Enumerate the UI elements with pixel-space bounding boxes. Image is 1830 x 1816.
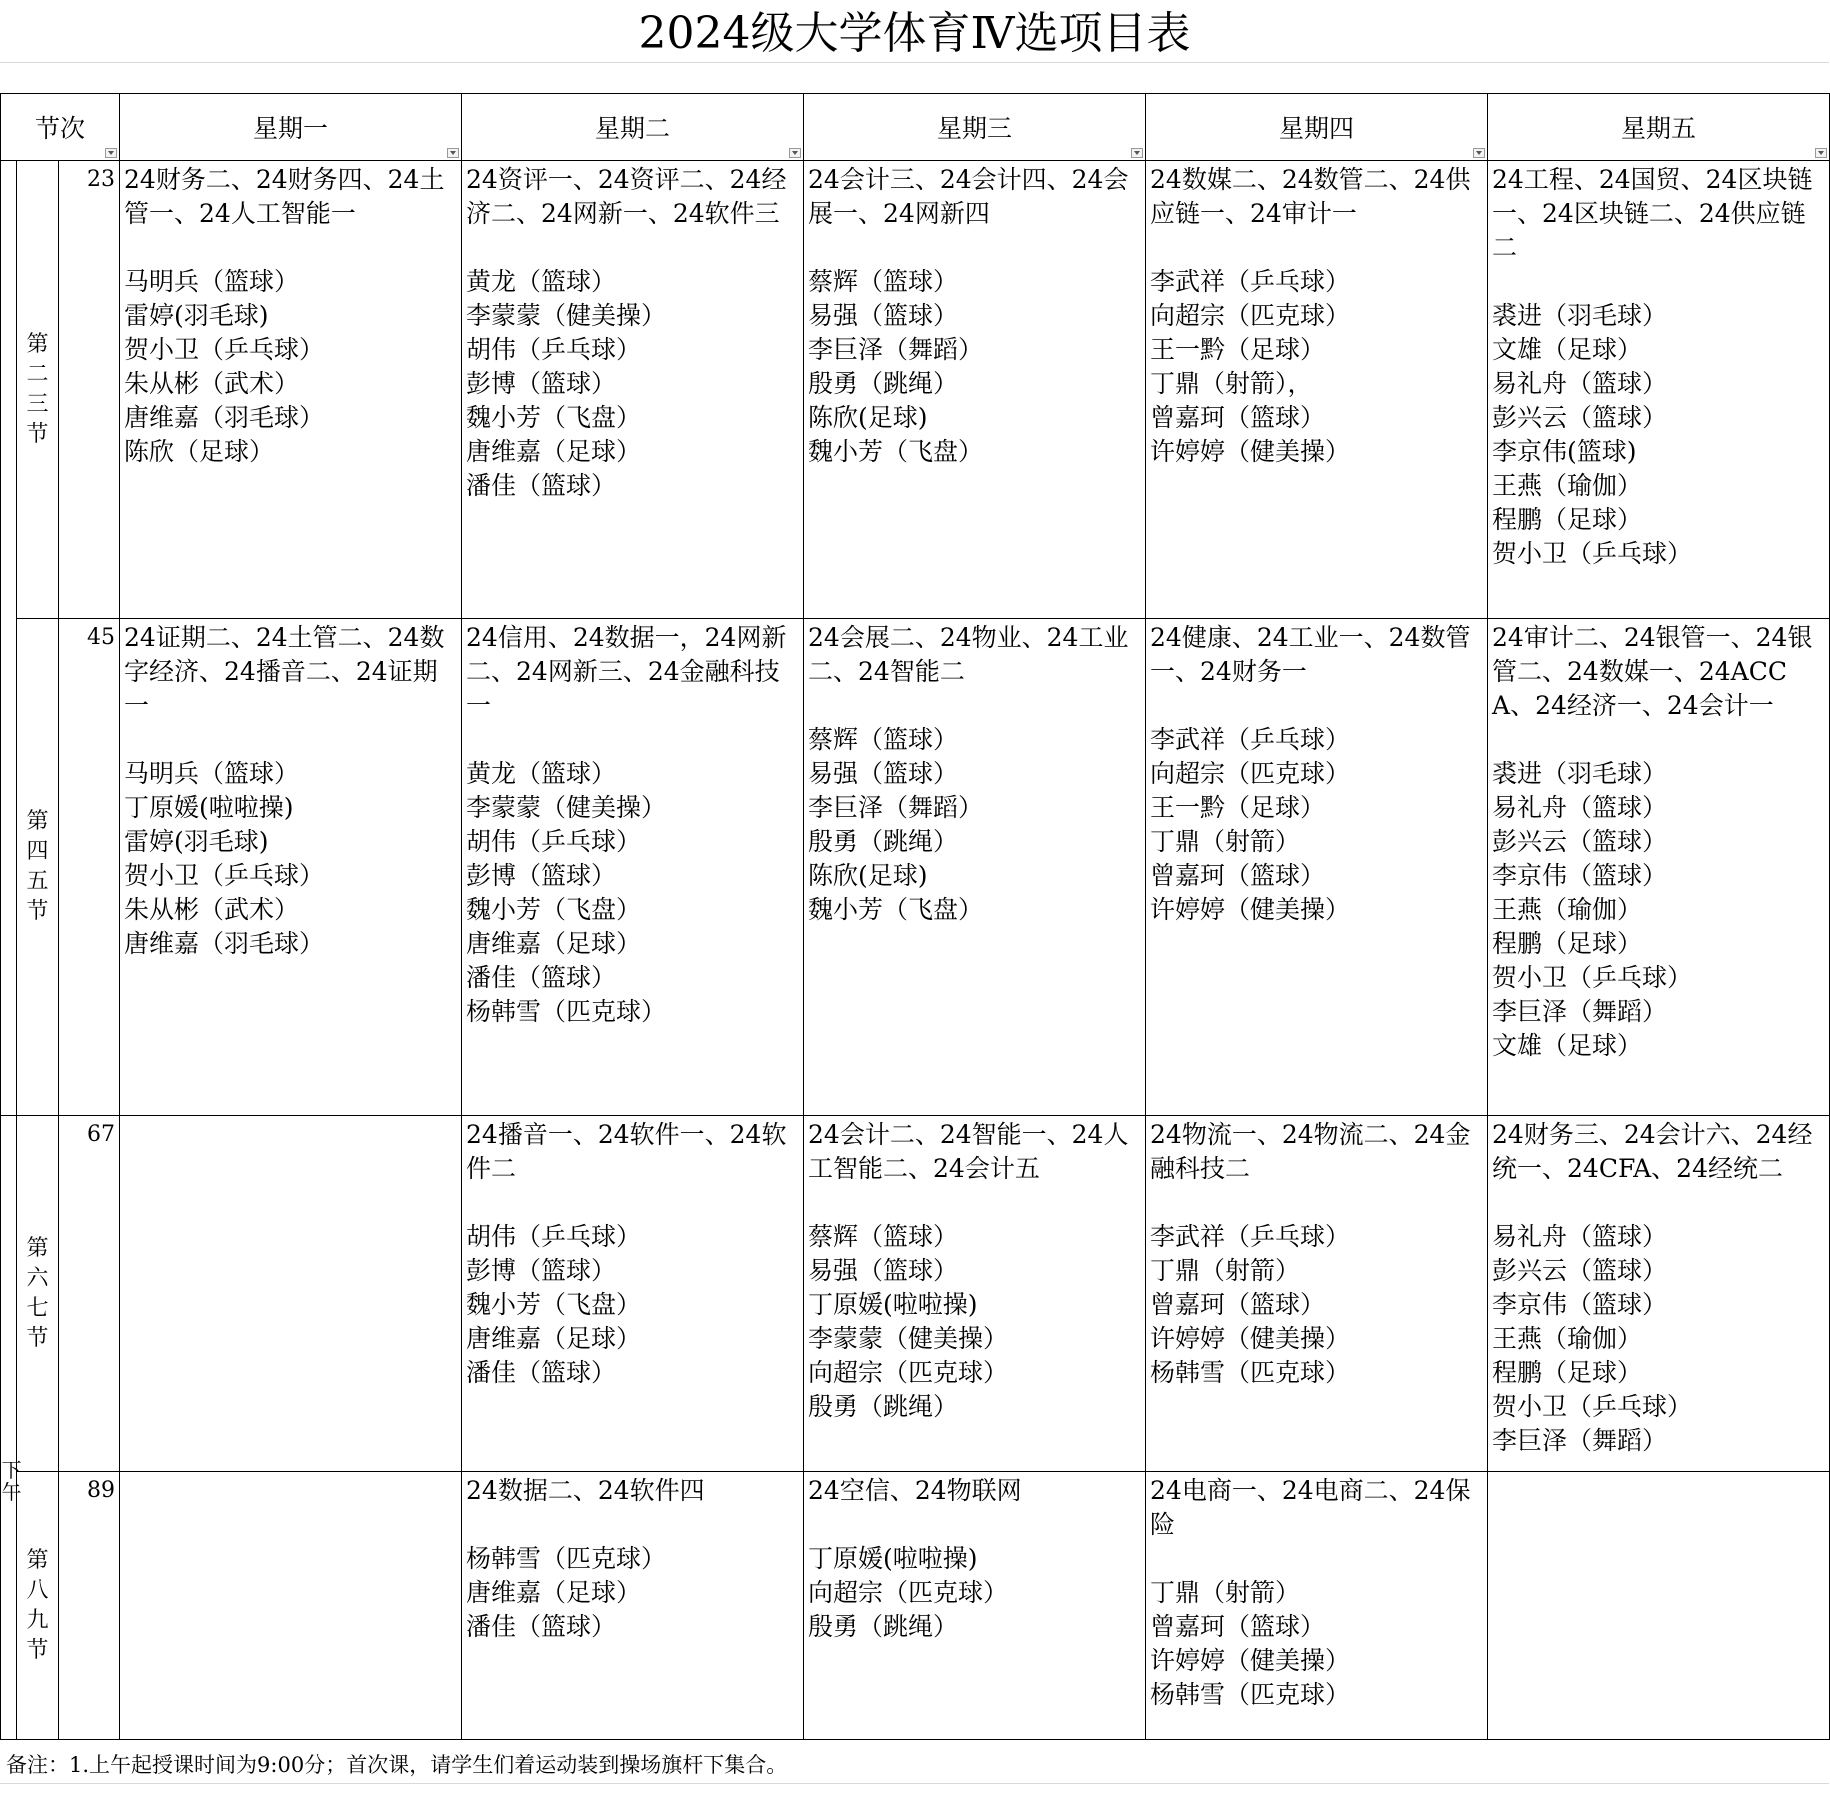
filter-dropdown-icon[interactable]: [789, 148, 801, 158]
schedule-table: [0, 93, 1830, 1740]
schedule-cell[interactable]: 24审计二、24银管一、24银管二、24数媒一、24ACCA、24经济一、24会计一 裘进（羽毛球） 易礼舟（篮球） 彭兴云（篮球） 李京伟（篮球） 王燕（瑜伽） 程鹏（足球） 贺小卫（乒乓球） 李巨泽（舞蹈） 文雄（足球）: [1488, 619, 1830, 1116]
schedule-cell[interactable]: 24工程、24国贸、24区块链一、24区块链二、24供应链二 裘进（羽毛球） 文雄（足球） 易礼舟（篮球） 彭兴云（篮球） 李京伟(篮球) 王燕（瑜伽） 程鹏（足球） 贺小卫（乒乓球）: [1488, 161, 1830, 619]
day-header-thu: 星期四: [1146, 94, 1488, 161]
morning-spacer-cell: [1, 161, 17, 1116]
day-header-fri: 星期五: [1488, 94, 1830, 161]
schedule-cell[interactable]: 24证期二、24土管二、24数字经济、24播音二、24证期一 马明兵（篮球） 丁原媛(啦啦操) 雷婷(羽毛球) 贺小卫（乒乓球） 朱从彬（武术） 唐维嘉（羽毛球）: [120, 619, 462, 1116]
filter-dropdown-icon[interactable]: [1473, 148, 1485, 158]
page-title: 2024级大学体育Ⅳ选项目表: [638, 8, 1191, 59]
schedule-row: [1, 1116, 1830, 1472]
filter-dropdown-icon[interactable]: [105, 148, 117, 158]
section-number: 45: [59, 619, 120, 1116]
section-label-cell: 第二三节: [17, 161, 59, 619]
footnote: 备注：1.上午起授课时间为9:00分；首次课，请学生们着运动装到操场旗杆下集合。: [6, 1753, 788, 1777]
day-header-tue: 星期二: [462, 94, 804, 161]
schedule-cell[interactable]: 24数据二、24软件四 杨韩雪（匹克球） 唐维嘉（足球） 潘佳（篮球）: [462, 1472, 804, 1740]
schedule-row: [1, 1472, 1830, 1740]
schedule-cell[interactable]: 24会展二、24物业、24工业二、24智能二 蔡辉（篮球） 易强（篮球） 李巨泽（舞蹈） 殷勇（跳绳） 陈欣(足球) 魏小芳（飞盘）: [804, 619, 1146, 1116]
schedule-row: [1, 619, 1830, 1116]
schedule-cell[interactable]: 24信用、24数据一，24网新二、24网新三、24金融科技一 黄龙（篮球） 李蒙蒙（健美操） 胡伟（乒乓球） 彭博（篮球） 魏小芳（飞盘） 唐维嘉（足球） 潘佳（篮球） 杨韩雪（匹克球）: [462, 619, 804, 1116]
schedule-cell[interactable]: 24财务二、24财务四、24土管一、24人工智能一 马明兵（篮球） 雷婷(羽毛球) 贺小卫（乒乓球） 朱从彬（武术） 唐维嘉（羽毛球） 陈欣（足球）: [120, 161, 462, 619]
day-header-wed: 星期三: [804, 94, 1146, 161]
schedule-cell[interactable]: 24健康、24工业一、24数管一、24财务一 李武祥（乒乓球） 向超宗（匹克球） 王一黔（足球） 丁鼎（射箭） 曾嘉珂（篮球） 许婷婷（健美操）: [1146, 619, 1488, 1116]
schedule-cell[interactable]: 24会计三、24会计四、24会展一、24网新四 蔡辉（篮球） 易强（篮球） 李巨泽（舞蹈） 殷勇（跳绳） 陈欣(足球) 魏小芳（飞盘）: [804, 161, 1146, 619]
schedule-cell[interactable]: 24物流一、24物流二、24金融科技二 李武祥（乒乓球） 丁鼎（射箭） 曾嘉珂（篮球） 许婷婷（健美操） 杨韩雪（匹克球）: [1146, 1116, 1488, 1472]
schedule-cell[interactable]: 24播音一、24软件一、24软件二 胡伟（乒乓球） 彭博（篮球） 魏小芳（飞盘） 唐维嘉（足球） 潘佳（篮球）: [462, 1116, 804, 1472]
section-header: [1, 94, 120, 161]
section-label-cell: 第四五节: [17, 619, 59, 1116]
schedule-row: [1, 161, 1830, 619]
section-number: 67: [59, 1116, 120, 1472]
schedule-cell[interactable]: 24数媒二、24数管二、24供应链一、24审计一 李武祥（乒乓球） 向超宗（匹克球） 王一黔（足球） 丁鼎（射箭）， 曾嘉珂（篮球） 许婷婷（健美操）: [1146, 161, 1488, 619]
day-header-mon: 星期一: [120, 94, 462, 161]
section-number: 23: [59, 161, 120, 619]
filter-dropdown-icon[interactable]: [447, 148, 459, 158]
section-label-cell: 第六七节: [17, 1116, 59, 1472]
schedule-cell[interactable]: [120, 1116, 462, 1472]
schedule-cell[interactable]: 24会计二、24智能一、24人工智能二、24会计五 蔡辉（篮球） 易强（篮球） 丁原媛(啦啦操) 李蒙蒙（健美操） 向超宗（匹克球） 殷勇（跳绳）: [804, 1116, 1146, 1472]
section-label-cell: 第八九节: [17, 1472, 59, 1740]
filter-dropdown-icon[interactable]: [1815, 148, 1827, 158]
schedule-cell[interactable]: [1488, 1472, 1830, 1740]
section-number: 89: [59, 1472, 120, 1740]
schedule-cell[interactable]: [120, 1472, 462, 1740]
schedule-cell[interactable]: 24资评一、24资评二、24经济二、24网新一、24软件三 黄龙（篮球） 李蒙蒙（健美操） 胡伟（乒乓球） 彭博（篮球） 魏小芳（飞盘） 唐维嘉（足球） 潘佳（篮球）: [462, 161, 804, 619]
header-row: [1, 94, 1830, 161]
section-header-label: 节次: [35, 114, 86, 143]
title-divider: [0, 62, 1829, 63]
schedule-cell[interactable]: 24电商一、24电商二、24保险 丁鼎（射箭） 曾嘉珂（篮球） 许婷婷（健美操） 杨韩雪（匹克球）: [1146, 1472, 1488, 1740]
afternoon-label: 下午: [1, 1116, 17, 1740]
filter-dropdown-icon[interactable]: [1131, 148, 1143, 158]
schedule-cell[interactable]: 24财务三、24会计六、24经统一、24CFA、24经统二 易礼舟（篮球） 彭兴云（篮球） 李京伟（篮球） 王燕（瑜伽） 程鹏（足球） 贺小卫（乒乓球） 李巨泽（舞蹈）: [1488, 1116, 1830, 1472]
footer-divider: [0, 1783, 1829, 1784]
schedule-cell[interactable]: 24空信、24物联网 丁原媛(啦啦操) 向超宗（匹克球） 殷勇（跳绳）: [804, 1472, 1146, 1740]
